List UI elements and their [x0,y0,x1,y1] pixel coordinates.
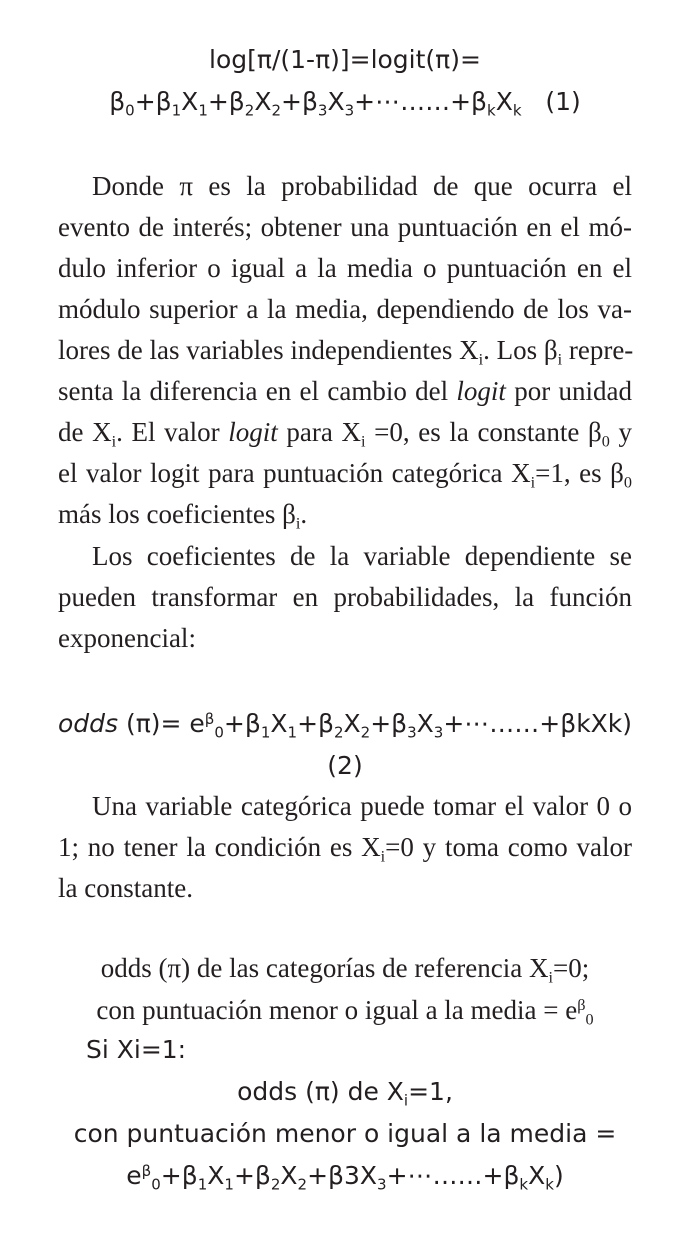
equation-1-subscript: 1 [198,101,208,120]
equation-1-subscript: k [487,101,496,120]
block-line-1: odds (π) de las categorías de referencia $X_i=0$; [100,953,590,987]
equation-1-terms [109,87,522,120]
equation-2-line-1: odds $(\pi)= e^\beta_0+\beta_1X_1+\beta_2X_2+\beta_3X_3+\cdots\dots\dots+\beta kXk$) [57,709,633,742]
equation-1-term: +⋯……+β [354,87,487,116]
block-line-6: $e^\beta_0+\beta_1X_1+\beta_2X_2+\beta 3X_3+\cdots\dots\dots+\beta_kX_k$) [126,1161,564,1194]
equation-1-term: X [254,87,272,116]
block-line-2: con puntuación menor o igual a la media = $e^\beta_0$ [96,995,594,1029]
equation-1-subscript: 3 [317,101,328,120]
equation-1-subscript: 1 [171,101,182,120]
equation-1-subscript: 2 [244,101,255,120]
paragraph-1-line-9: más los coeficientes $\beta_i$. [58,499,308,533]
equation-1-number: (1) [545,87,581,116]
paragraph-1-line-1: Donde π es la probabilidad de que ocurra el [92,171,632,201]
paragraph-1-line-3: dulo inferior o igual a la media o puntuación en el [58,253,632,283]
block-line-3: Si Xi=1: [86,1035,187,1064]
block-line-5: con puntuación menor o igual a la media = [73,1119,617,1148]
equation-1-term: β [109,87,126,116]
equation-1-term: +β [281,87,318,116]
paragraph-2-line-2: pueden transformar en probabilidades, la función [58,582,632,612]
paragraph-3-line-1: Una variable categórica puede tomar el valor 0 o [92,791,632,821]
paragraph-2-line-1: Los coeficientes de la variable dependiente se [92,541,632,571]
paragraph-1-line-8: el valor logit para puntuación categórica $X_i=1$, es $\beta_0$ [58,458,632,492]
equation-1-subscript: 2 [271,101,281,120]
equation-1-term: +β [207,87,245,116]
equation-1-term: X [181,87,199,116]
paragraph-1-line-6: senta la diferencia en el cambio del logit por unidad [58,376,632,406]
equation-1-subscript: 3 [344,101,355,120]
equation-1-subscript: k [512,101,522,120]
paragraph-1-line-4: módulo superior a la media, dependiendo de los va- [58,294,632,324]
paragraph-1-line-5: lores de las variables independientes $X_i$. Los $\beta_i$ repre- [58,335,634,369]
equation-1-line-2 [0,86,690,118]
equation-1-term: +β [134,87,172,116]
equation-1-line-1: log[π/(1-π)]=logit(π)= [209,45,481,74]
paragraph-1-line-2: evento de interés; obtener una puntuación en el mó- [58,212,632,242]
equation-1-term: X [495,87,513,116]
equation-2-number: (2) [327,751,363,780]
paragraph-1-line-7: de $X_i$. El valor logit para $X_i =0$, es la constante $\beta_0$ y [58,417,633,451]
equation-1-term: X [327,87,345,116]
equation-1-subscript: 0 [125,101,135,120]
block-line-4: odds (π) de $X_i=1$, [237,1077,453,1110]
paragraph-2-line-3: exponencial: [58,623,196,653]
paragraph-3-line-2: 1; no tener la condición es $X_i=0$ y toma como valor [58,832,632,866]
paragraph-3-line-3: la constante. [58,873,193,903]
